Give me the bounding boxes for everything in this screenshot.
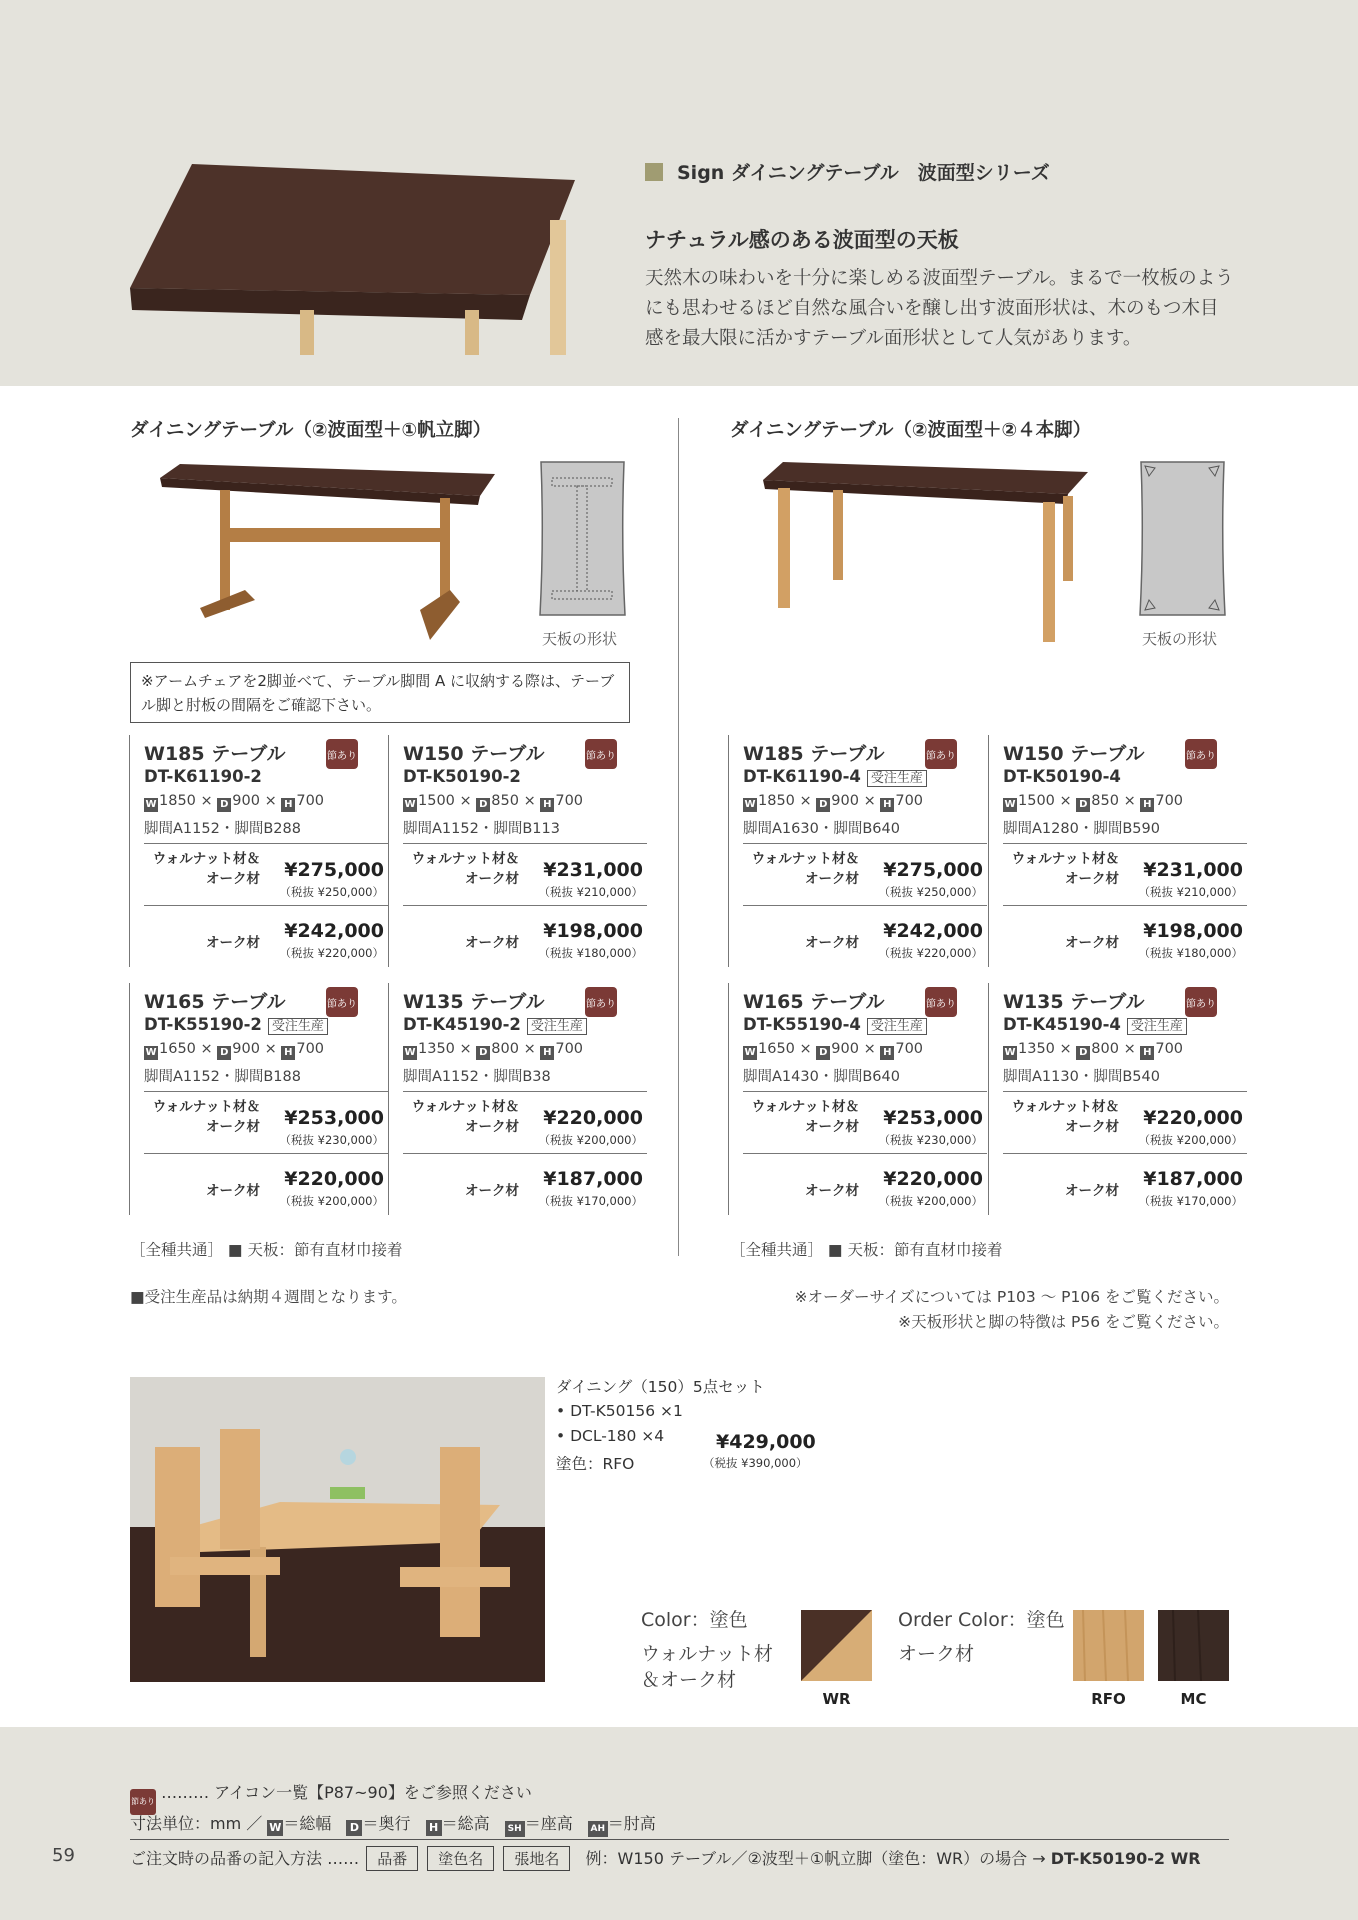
dimensions: W 1350 × D 800 × H 700 — [404, 1041, 584, 1058]
right-common-note: ［全種共通］ ■ 天板：節有直材巾接着 — [730, 1241, 1003, 1259]
divider — [1003, 1153, 1247, 1154]
width-legend: ＝総幅 — [283, 1814, 332, 1833]
divider — [403, 843, 647, 844]
product-code-text: DT-K50190-2 — [403, 767, 521, 786]
shape-feature-note: ※天板形状と脚の特徴は P56 をご覧ください。 — [898, 1313, 1229, 1331]
series-marker — [645, 163, 663, 181]
price-oak: ¥198,000 — [1143, 920, 1243, 942]
leg-spacing: 脚間A1152・脚間B188 — [144, 1069, 301, 1085]
width-value: 1350 — [418, 1041, 455, 1057]
swatch-wr-code: WR — [822, 1690, 851, 1708]
made-to-order-note: ■受注生産品は納期４週間となります。 — [130, 1288, 407, 1306]
swatch-mc — [1158, 1610, 1229, 1681]
product-card — [988, 983, 1243, 1215]
depth-value: 900 — [232, 1041, 260, 1057]
series-title-text: Sign ダイニングテーブル 波面型シリーズ — [677, 162, 1050, 184]
seat-height-key-icon: SH — [505, 1821, 525, 1837]
product-card — [388, 735, 643, 967]
height-value: 700 — [1155, 793, 1184, 809]
dimensions: W 1650 × D 900 × H 700 — [145, 1041, 325, 1058]
tax-excluded-walnut-oak: （税抜 ¥230,000） — [279, 1133, 384, 1147]
product-name: W135 テーブル — [1003, 991, 1145, 1013]
height-key-icon: H — [880, 798, 894, 812]
product-code — [403, 767, 521, 786]
material-oak: オーク材 — [805, 1183, 859, 1199]
width-value: 1650 — [159, 1041, 196, 1057]
divider — [743, 1153, 987, 1154]
material-walnut-oak: ウォルナット材＆オーク材 — [751, 1099, 859, 1135]
tax-excluded-oak: （税抜 ¥180,000） — [1138, 946, 1243, 960]
code-box: 品番 — [366, 1846, 418, 1871]
dimensions: W 1500 × D 850 × H 700 — [404, 793, 584, 810]
height-key-icon: H — [281, 1046, 295, 1060]
product-code — [144, 767, 262, 786]
leg-spacing: 脚間A1152・脚間B113 — [403, 821, 560, 837]
product-code-text: DT-K50190-4 — [1003, 767, 1121, 786]
width-key-icon: W — [145, 1047, 157, 1058]
tax-excluded-oak: （税抜 ¥200,000） — [878, 1194, 983, 1208]
product-name: W150 テーブル — [403, 743, 545, 765]
knot-badge-icon: 節あり — [130, 1789, 156, 1815]
dimensions: W 1500 × D 850 × H 700 — [1004, 793, 1184, 810]
depth-key-icon: D — [217, 798, 231, 812]
divider — [403, 905, 647, 906]
depth-legend: ＝奥行 — [362, 1814, 411, 1833]
right-panel-title: ダイニングテーブル（②波面型＋②４本脚） — [730, 420, 1092, 441]
left-common-note: ［全種共通］ ■ 天板：節有直材巾接着 — [130, 1241, 403, 1259]
icon-list-note-text: ……… アイコン一覧【P87~90】をご参照ください — [161, 1783, 532, 1802]
depth-value: 900 — [831, 793, 859, 809]
made-to-order-tag: 受注生産 — [527, 1018, 587, 1035]
product-code — [1003, 767, 1121, 786]
product-code-text: DT-K61190-4 — [743, 767, 861, 786]
order-color-material: オーク材 — [898, 1643, 975, 1665]
product-code — [144, 1015, 328, 1034]
set-tax-excluded: （税抜 ¥390,000） — [703, 1456, 808, 1470]
made-to-order-tag: 受注生産 — [268, 1018, 328, 1035]
arm-height-legend: ＝肘高 — [607, 1814, 656, 1833]
product-card — [728, 735, 983, 967]
price-walnut-oak: ¥231,000 — [1143, 859, 1243, 881]
leg-spacing: 脚間A1130・脚間B540 — [1003, 1069, 1160, 1085]
material-walnut-oak: ウォルナット材＆オーク材 — [411, 1099, 519, 1135]
tax-excluded-oak: （税抜 ¥180,000） — [538, 946, 643, 960]
table-4leg-photo — [763, 458, 1088, 643]
made-to-order-tag: 受注生産 — [1127, 1018, 1187, 1035]
table-trestle-photo — [160, 460, 495, 645]
price-walnut-oak: ¥231,000 — [543, 859, 643, 881]
product-code-text: DT-K55190-4 — [743, 1015, 861, 1034]
width-key-icon: W — [744, 1047, 756, 1058]
height-value: 700 — [555, 1041, 584, 1057]
material-walnut-oak: ウォルナット材＆オーク材 — [152, 851, 260, 887]
knot-badge-icon: 節あり — [1185, 739, 1217, 769]
depth-value: 850 — [1091, 793, 1119, 809]
depth-key-icon: D — [1076, 1046, 1090, 1060]
leg-spacing: 脚間A1630・脚間B640 — [743, 821, 900, 837]
divider — [403, 1091, 647, 1092]
swatch-rfo — [1073, 1610, 1144, 1681]
product-code — [743, 767, 927, 786]
tax-excluded-oak: （税抜 ¥220,000） — [279, 946, 384, 960]
product-code — [743, 1015, 927, 1034]
product-code-text: DT-K45190-4 — [1003, 1015, 1121, 1034]
height-key-icon: H — [281, 798, 295, 812]
price-oak: ¥187,000 — [1143, 1168, 1243, 1190]
width-key-icon: W — [145, 799, 157, 810]
tax-excluded-oak: （税抜 ¥170,000） — [538, 1194, 643, 1208]
width-key-icon: W — [1004, 799, 1016, 810]
left-shape-caption: 天板の形状 — [542, 630, 618, 648]
height-value: 700 — [895, 1041, 924, 1057]
product-card — [129, 735, 384, 967]
divider — [1003, 1091, 1247, 1092]
set-title: ダイニング（150）5点セット — [556, 1378, 765, 1396]
width-key-icon: W — [404, 799, 416, 810]
tax-excluded-walnut-oak: （税抜 ¥230,000） — [878, 1133, 983, 1147]
leg-spacing: 脚間A1152・脚間B288 — [144, 821, 301, 837]
divider — [743, 843, 987, 844]
depth-value: 800 — [1091, 1041, 1119, 1057]
page-number: 59 — [52, 1845, 75, 1866]
product-name: W165 テーブル — [144, 991, 286, 1013]
width-value: 1500 — [1018, 793, 1055, 809]
height-value: 700 — [895, 793, 924, 809]
depth-key-icon: D — [816, 798, 830, 812]
product-card — [988, 735, 1243, 967]
leg-spacing: 脚間A1280・脚間B590 — [1003, 821, 1160, 837]
price-oak: ¥220,000 — [883, 1168, 983, 1190]
height-value: 700 — [555, 793, 584, 809]
height-key-icon: H — [1140, 1046, 1154, 1060]
width-value: 1650 — [758, 1041, 795, 1057]
product-code-text: DT-K61190-2 — [144, 767, 262, 786]
product-name: W135 テーブル — [403, 991, 545, 1013]
dimensions: W 1650 × D 900 × H 700 — [744, 1041, 924, 1058]
set-item-table: • DT-K50156 ×1 — [556, 1402, 683, 1420]
product-code-text: DT-K55190-2 — [144, 1015, 262, 1034]
height-legend: ＝総高 — [441, 1814, 490, 1833]
divider — [743, 905, 987, 906]
product-name: W185 テーブル — [743, 743, 885, 765]
divider — [144, 1091, 388, 1092]
paint-name-box: 塗色名 — [427, 1846, 494, 1871]
order-example-code: DT-K50190-2 WR — [1050, 1849, 1201, 1868]
width-value: 1350 — [1018, 1041, 1055, 1057]
width-key-icon: W — [744, 799, 756, 810]
height-key-icon: H — [1140, 798, 1154, 812]
leg-spacing: 脚間A1430・脚間B640 — [743, 1069, 900, 1085]
hero-table-photo — [130, 160, 575, 355]
depth-key-icon: D — [1076, 798, 1090, 812]
order-method-label: ご注文時の品番の記入方法 …… — [130, 1849, 360, 1868]
price-oak: ¥220,000 — [284, 1168, 384, 1190]
right-shape-caption: 天板の形状 — [1142, 630, 1218, 648]
tax-excluded-walnut-oak: （税抜 ¥200,000） — [1138, 1133, 1243, 1147]
order-method — [130, 1846, 1201, 1871]
made-to-order-tag: 受注生産 — [867, 770, 927, 787]
footer-rule — [130, 1839, 1229, 1840]
depth-value: 900 — [232, 793, 260, 809]
left-panel-title: ダイニングテーブル（②波面型＋①帆立脚） — [130, 420, 492, 441]
divider — [1003, 843, 1247, 844]
height-key-icon: H — [426, 1820, 442, 1836]
knot-badge-icon: 節あり — [925, 987, 957, 1017]
knot-badge-icon: 節あり — [1185, 987, 1217, 1017]
width-value: 1850 — [159, 793, 196, 809]
set-item-chair: • DCL-180 ×4 — [556, 1427, 665, 1445]
material-oak: オーク材 — [1065, 1183, 1119, 1199]
dimensions: W 1350 × D 800 × H 700 — [1004, 1041, 1184, 1058]
depth-value: 800 — [491, 1041, 519, 1057]
divider — [1003, 905, 1247, 906]
divider — [743, 1091, 987, 1092]
made-to-order-tag: 受注生産 — [867, 1018, 927, 1035]
material-walnut-oak: ウォルナット材＆オーク材 — [411, 851, 519, 887]
width-value: 1850 — [758, 793, 795, 809]
price-oak: ¥242,000 — [883, 920, 983, 942]
divider — [144, 843, 388, 844]
depth-key-icon: D — [217, 1046, 231, 1060]
material-walnut-oak: ウォルナット材＆オーク材 — [152, 1099, 260, 1135]
knot-badge-icon: 節あり — [585, 739, 617, 769]
knot-badge-icon: 節あり — [925, 739, 957, 769]
material-walnut-oak: ウォルナット材＆オーク材 — [1011, 851, 1119, 887]
dimensions: W 1850 × D 900 × H 700 — [145, 793, 325, 810]
dining-set-photo — [130, 1377, 545, 1682]
swatch-wr — [801, 1610, 872, 1681]
tax-excluded-oak: （税抜 ¥200,000） — [279, 1194, 384, 1208]
price-walnut-oak: ¥220,000 — [1143, 1107, 1243, 1129]
arm-height-key-icon: AH — [588, 1821, 608, 1837]
height-value: 700 — [296, 1041, 325, 1057]
price-oak: ¥187,000 — [543, 1168, 643, 1190]
divider — [144, 1153, 388, 1154]
product-name: W150 テーブル — [1003, 743, 1145, 765]
depth-value: 850 — [491, 793, 519, 809]
series-title — [645, 158, 1050, 185]
price-walnut-oak: ¥253,000 — [883, 1107, 983, 1129]
tax-excluded-oak: （税抜 ¥170,000） — [1138, 1194, 1243, 1208]
width-key-icon: W — [269, 1821, 282, 1834]
tax-excluded-oak: （税抜 ¥220,000） — [878, 946, 983, 960]
headline: ナチュラル感のある波面型の天板 — [645, 228, 959, 252]
order-example: 例：W150 テーブル／②波型＋①帆立脚（塗色：WR）の場合 → — [585, 1849, 1046, 1868]
width-key-icon: W — [1004, 1047, 1016, 1058]
icon-list-note — [130, 1780, 532, 1815]
material-oak: オーク材 — [465, 1183, 519, 1199]
tax-excluded-walnut-oak: （税抜 ¥200,000） — [538, 1133, 643, 1147]
product-name: W185 テーブル — [144, 743, 286, 765]
leg-spacing: 脚間A1152・脚間B38 — [403, 1069, 551, 1085]
depth-key-icon: D — [346, 1820, 362, 1836]
tabletop-shape-diagram-trestle — [537, 460, 628, 617]
swatch-rfo-code: RFO — [1091, 1690, 1126, 1708]
height-key-icon: H — [540, 1046, 554, 1060]
product-card — [129, 983, 384, 1215]
material-oak: オーク材 — [805, 935, 859, 951]
height-value: 700 — [296, 793, 325, 809]
color-label: Color：塗色 — [641, 1609, 748, 1631]
product-name: W165 テーブル — [743, 991, 885, 1013]
product-code — [1003, 1015, 1187, 1034]
set-paint: 塗色：RFO — [556, 1455, 635, 1473]
product-code — [403, 1015, 587, 1034]
product-card — [728, 983, 983, 1215]
set-price: ¥429,000 — [716, 1431, 816, 1453]
height-key-icon: H — [880, 1046, 894, 1060]
depth-key-icon: D — [476, 798, 490, 812]
price-oak: ¥242,000 — [284, 920, 384, 942]
order-color-label: Order Color：塗色 — [898, 1609, 1065, 1631]
tax-excluded-walnut-oak: （税抜 ¥210,000） — [1138, 885, 1243, 899]
material-oak: オーク材 — [206, 935, 260, 951]
unit-legend — [130, 1811, 656, 1837]
order-size-note: ※オーダーサイズについては P103 〜 P106 をご覧ください。 — [794, 1288, 1229, 1306]
width-key-icon: W — [404, 1047, 416, 1058]
depth-key-icon: D — [476, 1046, 490, 1060]
material-walnut-oak: ウォルナット材＆オーク材 — [1011, 1099, 1119, 1135]
price-walnut-oak: ¥253,000 — [284, 1107, 384, 1129]
fabric-name-box: 張地名 — [503, 1846, 570, 1871]
price-walnut-oak: ¥275,000 — [284, 859, 384, 881]
armchair-note: ※アームチェアを2脚並べて、テーブル脚間 A に収納する際は、テーブル脚と肘板の間隔をご確認下さい。 — [130, 662, 630, 723]
tax-excluded-walnut-oak: （税抜 ¥250,000） — [878, 885, 983, 899]
units-prefix: 寸法単位：mm ／ — [130, 1814, 263, 1833]
color-material: ウォルナット材＆オーク材 — [641, 1643, 773, 1691]
material-oak: オーク材 — [206, 1183, 260, 1199]
knot-badge-icon: 節あり — [585, 987, 617, 1017]
knot-badge-icon: 節あり — [326, 987, 358, 1017]
panel-divider — [678, 418, 679, 1256]
depth-key-icon: D — [816, 1046, 830, 1060]
depth-value: 900 — [831, 1041, 859, 1057]
divider — [403, 1153, 647, 1154]
swatch-mc-code: MC — [1180, 1690, 1207, 1708]
seat-height-legend: ＝座高 — [524, 1814, 573, 1833]
price-walnut-oak: ¥275,000 — [883, 859, 983, 881]
price-walnut-oak: ¥220,000 — [543, 1107, 643, 1129]
dimensions: W 1850 × D 900 × H 700 — [744, 793, 924, 810]
material-walnut-oak: ウォルナット材＆オーク材 — [751, 851, 859, 887]
lead-text: 天然木の味わいを十分に楽しめる波面型テーブル。まるで一枚板のようにも思わせるほど自然な風合いを醸し出す波面形状は、木のもつ木目感を最大限に活かすテーブル面形状として人気があります。 — [645, 268, 1234, 349]
tax-excluded-walnut-oak: （税抜 ¥250,000） — [279, 885, 384, 899]
reference-notes — [794, 1285, 1229, 1335]
product-code-text: DT-K45190-2 — [403, 1015, 521, 1034]
tax-excluded-walnut-oak: （税抜 ¥210,000） — [538, 885, 643, 899]
height-value: 700 — [1155, 1041, 1184, 1057]
material-oak: オーク材 — [1065, 935, 1119, 951]
material-oak: オーク材 — [465, 935, 519, 951]
tabletop-shape-diagram-4leg — [1137, 460, 1228, 617]
product-card — [388, 983, 643, 1215]
height-key-icon: H — [540, 798, 554, 812]
divider — [144, 905, 388, 906]
price-oak: ¥198,000 — [543, 920, 643, 942]
knot-badge-icon: 節あり — [326, 739, 358, 769]
width-value: 1500 — [418, 793, 455, 809]
